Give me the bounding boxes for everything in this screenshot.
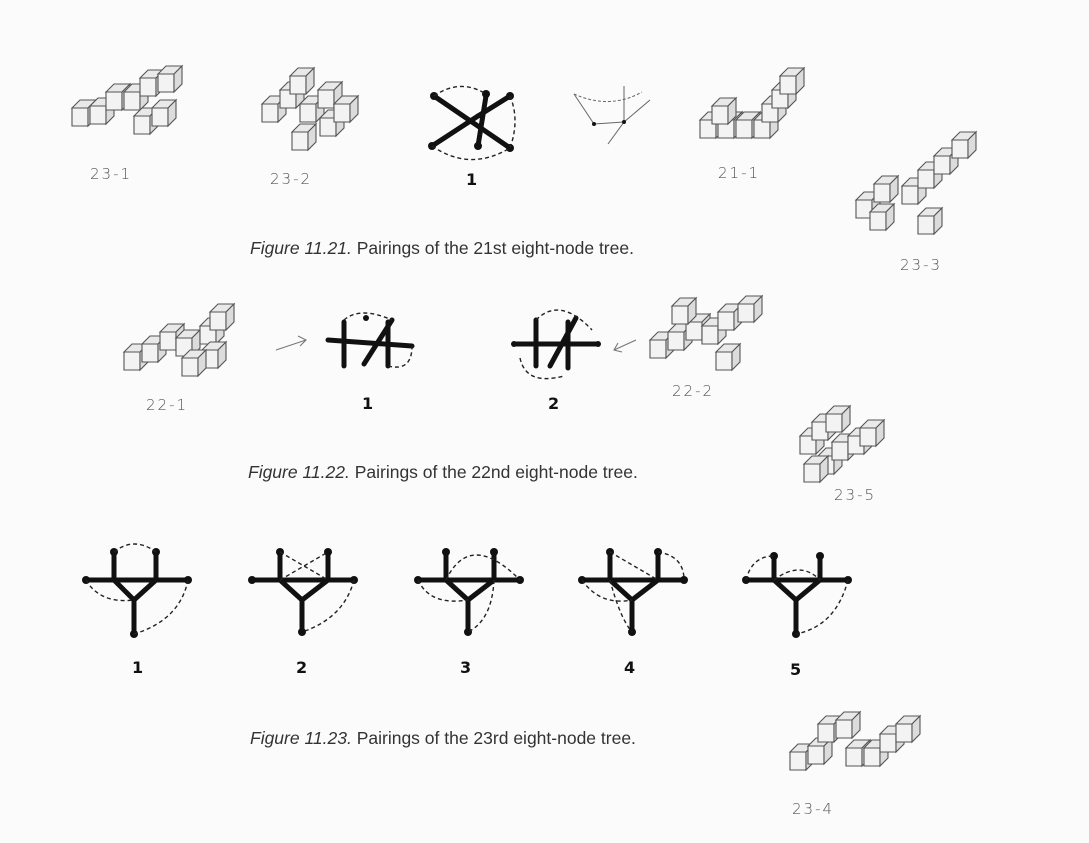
sketch-label-23-2: 23-2 <box>270 170 313 188</box>
cube-sketch-22-1 <box>124 304 234 376</box>
pairing-number-22-2: 2 <box>548 394 560 413</box>
sketch-label-23-1: 23-1 <box>90 165 133 183</box>
pairing-number-23-1: 1 <box>132 658 144 677</box>
pairing-number-23-3: 3 <box>460 658 472 677</box>
figure-label: Figure 11.21. <box>250 238 352 258</box>
tree-diagram-23-pairing-1 <box>82 544 192 638</box>
sketch-label-21-1: 21-1 <box>718 164 761 182</box>
sketch-label-22-1: 22-1 <box>146 396 189 414</box>
sketch-label-23-3: 23-3 <box>900 256 943 274</box>
arrow-22-1-to-pairing-1 <box>276 336 306 350</box>
tree-diagram-22-pairing-2 <box>511 310 601 379</box>
sketch-label-23-5: 23-5 <box>834 486 877 504</box>
figure-label: Figure 11.23. <box>250 728 352 748</box>
tree-diagram-23-pairing-2 <box>248 548 358 636</box>
tree-diagram-22-pairing-1 <box>328 313 412 367</box>
tree-diagram-23-pairing-3 <box>414 548 524 636</box>
cube-sketch-21-1 <box>700 68 804 138</box>
cube-sketch-23-3 <box>856 132 976 234</box>
pairing-number-23-4: 4 <box>624 658 636 677</box>
cube-sketch-23-5 <box>800 406 884 482</box>
pairing-number-22-1: 1 <box>362 394 374 413</box>
caption-text: Pairings of the 21st eight-node tree. <box>356 238 634 258</box>
sketch-label-23-4: 23-4 <box>792 800 835 818</box>
pairing-number-23-5: 5 <box>790 660 802 679</box>
cube-sketch-23-1 <box>72 66 182 134</box>
cube-sketch-23-4 <box>790 712 920 770</box>
figure-caption-11-21 <box>250 238 634 259</box>
figure-caption-11-22 <box>248 462 638 483</box>
pairing-number-21-1: 1 <box>466 170 478 189</box>
caption-text: Pairings of the 22nd eight-node tree. <box>354 462 638 482</box>
tree-sketch-21-faint <box>574 86 650 144</box>
tree-diagram-23-pairing-4 <box>578 548 688 636</box>
tree-diagram-21-pairing-1 <box>428 86 515 159</box>
figure-label: Figure 11.22. <box>248 462 350 482</box>
cube-sketch-23-2 <box>262 68 358 150</box>
arrow-22-2-to-pairing-2 <box>614 340 636 352</box>
caption-text: Pairings of the 23rd eight-node tree. <box>356 728 636 748</box>
pairing-number-23-2: 2 <box>296 658 308 677</box>
sketch-label-22-2: 22-2 <box>672 382 715 400</box>
cube-sketch-22-2 <box>650 296 762 370</box>
figure-caption-11-23 <box>250 728 636 749</box>
tree-diagram-23-pairing-5 <box>742 552 852 638</box>
